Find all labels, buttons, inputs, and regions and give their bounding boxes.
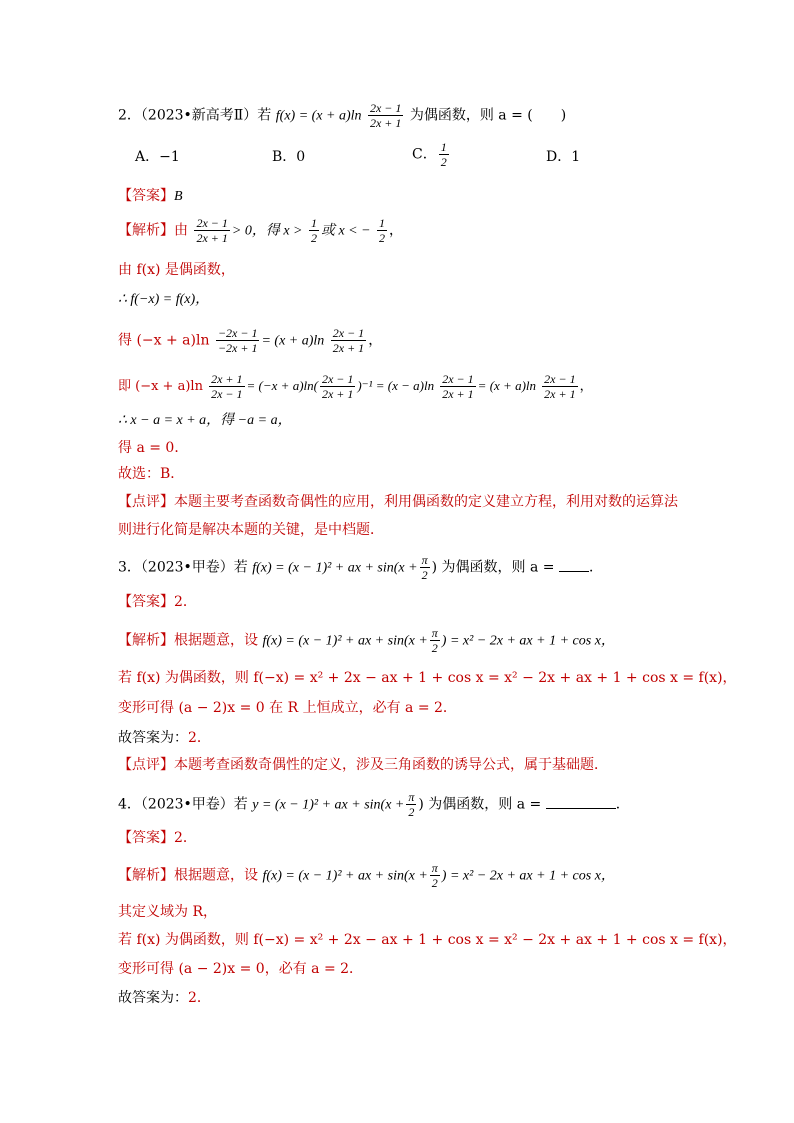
numerator: 2x − 1 [442,372,474,386]
numerator: 1 [379,216,386,230]
numerator: 2x − 1 [196,216,228,230]
q4-stem-suffix: ) 为偶函数，则 a = [418,796,542,813]
math: ) = x² − 2x + ax + 1 + cos x， [441,633,615,649]
answer-value: B [174,189,183,204]
fraction [542,372,577,401]
math: = (−x + a)ln( [246,378,318,393]
q3-answer-blank[interactable] [559,571,589,572]
q2-analysis-line-3: ∴ f(−x) = f(x)， [118,292,210,307]
analysis-tag: 【解析】 [118,222,174,239]
q3-stem-prefix: 3．（2023•甲卷）若 [118,559,248,576]
q2-comment-line-1 [118,492,754,512]
math: )⁻¹ = (x − a)ln [357,378,435,393]
math: = (x + a)ln [261,333,325,349]
math: f(x) = (x − 1)² + ax + sin(x + [262,868,428,884]
denominator: 2 [310,231,317,245]
q2-analysis-line-7: 得 a = 0． [118,440,189,456]
answer-value: 2． [174,594,197,610]
fraction [420,553,430,582]
q2-analysis-line-5 [118,372,754,401]
q4-stem [118,790,754,819]
denominator: 2x + 1 [332,341,365,355]
text: 由 [174,222,188,239]
text: 根据题意，设 [174,867,258,884]
text: ， [389,222,404,239]
fraction [430,626,440,655]
math: 或 x < − [320,223,371,239]
numerator: 2x − 1 [544,372,576,386]
comment-text: 本题主要考查函数奇偶性的应用，利用偶函数的定义建立方程，利用对数的运算法 [174,494,678,510]
q3-analysis-line-4 [118,728,754,748]
q2-stem-prefix: 2．（2023•新高考Ⅱ）若 [118,107,272,124]
numerator: 1 [440,140,447,154]
text: 故答案为： [118,730,188,746]
text: 根据题意，设 [174,632,258,649]
numerator: 2x − 1 [369,101,402,115]
comment-text: 本题考查函数奇偶性的定义，涉及三角函数的诱导公式，属于基础题． [174,757,608,773]
fraction [194,216,229,245]
numerator: π [408,790,415,804]
text: ， [368,332,383,349]
denominator: 2 [431,876,438,890]
denominator: 2 [379,231,386,245]
q2-stem-fraction [368,101,403,130]
q4-answer-blank[interactable] [546,808,616,809]
numerator: 1 [310,216,317,230]
q4-answer [118,828,754,848]
q2-analysis-line-1 [118,216,754,245]
q3-stem-function: f(x) = (x − 1)² + ax + sin(x + [252,560,418,576]
q2-option-b: B．0 [272,149,306,165]
denominator: 2 [440,155,447,169]
text: ． [615,796,630,813]
denominator: 2 [431,641,438,655]
fraction [331,326,366,355]
q2-analysis-line-6: ∴ x − a = x + a，得 −a = a， [118,413,292,428]
numerator: π [421,553,428,567]
math: = (x + a)ln [477,378,537,393]
numerator: 2x − 1 [321,372,354,386]
answer-value: 2． [188,730,211,746]
answer-value: 2． [174,830,197,846]
q2-analysis-line-2: 由 f(x) 是偶函数， [118,262,235,278]
fraction [440,372,475,401]
denominator: 2x − 1 [211,387,243,401]
text: 故答案为： [118,990,188,1006]
answer-tag: 【答案】 [118,188,174,204]
q3-stem [118,553,754,582]
numerator: 2x − 1 [332,326,365,340]
fraction [216,326,260,355]
denominator: 2 [421,568,428,582]
denominator: 2x + 1 [544,387,576,401]
analysis-tag: 【解析】 [118,632,174,649]
q2-answer [118,186,754,207]
q2-option-c-label: C． [412,146,437,163]
q2-stem [118,101,754,130]
q3-comment [118,755,754,775]
q3-answer [118,592,754,612]
denominator: 2x + 1 [196,231,228,245]
q4-stem-function: y = (x − 1)² + ax + sin(x + [252,797,405,813]
denominator: −2x + 1 [217,341,258,355]
q2-option-d: D．1 [546,149,581,165]
q2-analysis-line-8: 故选：B． [118,466,185,482]
analysis-tag: 【解析】 [118,867,174,884]
math: 得 (−x + a)ln [118,332,210,349]
q4-analysis-line-4: 变形可得 (a − 2)x = 0，必有 a = 2． [118,961,364,977]
q2-option-c [412,140,451,169]
numerator: π [431,626,438,640]
q3-stem-suffix: ) 为偶函数，则 a = [431,559,555,576]
numerator: 2x + 1 [211,372,243,386]
q2-stem-function: f(x) = (x + a)ln [275,108,362,124]
fraction [209,372,244,401]
fraction [377,216,387,245]
denominator: 2 [408,805,415,819]
denominator: 2x + 1 [321,387,354,401]
numerator: −2x − 1 [217,326,258,340]
q2-analysis-line-4 [118,326,754,355]
q2-stem-suffix: 为偶函数，则 a = ( ) [409,107,567,124]
fraction [320,372,355,401]
q4-analysis-line-3: 若 f(x) 为偶函数，则 f(−x) = x² + 2x − ax + 1 + cos x = x² − 2x + ax + 1 + cos x = f(x)， [118,932,737,948]
math: f(x) = (x − 1)² + ax + sin(x + [262,633,428,649]
text: ， [579,379,593,394]
fraction [406,790,416,819]
comment-tag: 【点评】 [118,757,174,773]
fraction [430,861,440,890]
text: ． [588,559,603,576]
q3-analysis-line-2: 若 f(x) 为偶函数，则 f(−x) = x² + 2x − ax + 1 + cos x = x² − 2x + ax + 1 + cos x = f(x)， [118,670,737,686]
q4-analysis-line-2: 其定义域为 R， [118,904,217,920]
answer-tag: 【答案】 [118,830,174,846]
q2-option-a: A．−1 [135,149,180,165]
q4-analysis-line-5 [118,988,754,1008]
fraction [309,216,319,245]
answer-tag: 【答案】 [118,594,174,610]
denominator: 2x + 1 [442,387,474,401]
math: 即 (−x + a)ln [118,379,203,394]
q4-analysis-line-1 [118,861,754,890]
q3-analysis-line-3: 变形可得 (a − 2)x = 0 在 R 上恒成立，必有 a = 2． [118,700,457,716]
math: > 0，得 x > [231,223,303,239]
comment-tag: 【点评】 [118,494,174,510]
numerator: π [431,861,438,875]
q3-analysis-line-1 [118,626,754,655]
answer-value: 2． [188,990,211,1006]
q4-stem-prefix: 4．（2023•甲卷）若 [118,796,248,813]
math: ) = x² − 2x + ax + 1 + cos x， [441,868,615,884]
denominator: 2x + 1 [369,116,402,130]
q2-comment-line-2: 则进行化简是解决本题的关键，是中档题． [118,522,384,538]
q2-option-c-fraction [439,140,449,169]
